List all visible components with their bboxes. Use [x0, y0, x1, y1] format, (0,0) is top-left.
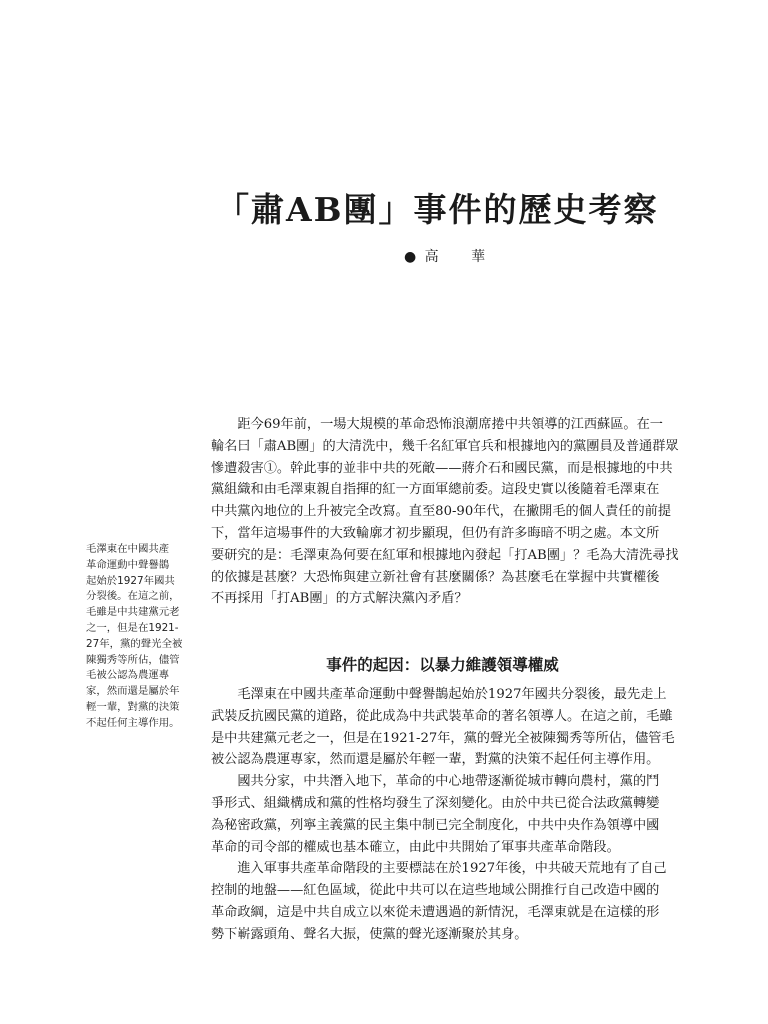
text-line: 武裝反抗國民黨的道路，從此成為中共武裝革命的著名領導人。在這之前，毛雖 — [211, 708, 673, 724]
section-heading: 事件的起因：以暴力維護領導權威 — [326, 655, 559, 674]
bullet-icon: ● — [404, 249, 417, 265]
text-line: 爭形式、組織構成和黨的性格均發生了深刻變化。由於中共已從合法政黨轉變 — [211, 795, 660, 811]
text-line: 革命政綱，這是中共自成立以來從未遭遇過的新情況，毛澤東就是在這樣的形 — [211, 904, 660, 920]
sidebar-line: 毛被公認為農運專 — [86, 669, 170, 682]
sidebar-line: 革命運動中聲譽鵲 — [86, 558, 170, 571]
margin-pull-quote — [86, 542, 198, 732]
author-name: 高 華 — [424, 249, 500, 265]
text-line: 是中共建黨元老之一，但是在1921-27年，黨的聲光全被陳獨秀等所佔，儘管毛 — [211, 730, 675, 746]
text-line: 中共黨內地位的上升被完全改寫。直至80-90年代，在撇開毛的個人責任的前提 — [211, 504, 672, 520]
text-line: 國共分家，中共潛入地下，革命的中心地帶逐漸從城市轉向農村，黨的鬥 — [211, 774, 660, 790]
sidebar-line: 毛雖是中共建黨元老 — [86, 606, 180, 619]
sidebar-line: 輕一輩，對黨的決策 — [86, 700, 180, 713]
text-line: 毛澤東在中國共產革命運動中聲譽鵲起始於1927年國共分裂後，最先走上 — [211, 687, 667, 702]
sidebar-line: 27年，黨的聲光全被 — [86, 637, 183, 650]
text-line: 慘遭殺害①。幹此事的並非中共的死敵——蔣介石和國民黨，而是根據地的中共 — [211, 460, 673, 476]
text-line: 輪名曰「肅AB團」的大清洗中，幾千名紅軍官兵和根據地內的黨團員及普通群眾 — [211, 438, 679, 454]
section-body — [211, 684, 674, 946]
byline — [404, 248, 499, 266]
text-line: 下，當年這場事件的大致輪廓才初步顯現，但仍有許多晦暗不明之處。本文所 — [211, 525, 660, 541]
text-line: 勢下嶄露頭角、聲名大振，使黨的聲光逐漸聚於其身。 — [211, 926, 528, 942]
text-line: 控制的地盤——紅色區域，從此中共可以在這些地域公開推行自己改造中國的 — [211, 883, 660, 899]
text-line: 革命的司令部的權威也基本確立，由此中共開始了軍事共產革命階段。 — [211, 839, 620, 855]
text-line: 為秘密政黨，列寧主義黨的民主集中制已完全制度化，中共中央作為領導中國 — [211, 817, 660, 833]
sidebar-line: 陳獨秀等所佔，儘管 — [86, 653, 180, 666]
sidebar-line: 毛澤東在中國共產 — [86, 543, 170, 555]
sidebar-line: 之一，但是在1921- — [86, 621, 179, 634]
text-line: 被公認為農運專家，然而還是屬於年輕一輩，對黨的決策不起任何主導作用。 — [211, 752, 660, 768]
sidebar-line: 家，然而還是屬於年 — [86, 685, 180, 698]
text-line: 距今69年前，一場大規模的革命恐怖浪潮席捲中共領導的江西蘇區。在一 — [211, 417, 663, 432]
intro-paragraph — [211, 414, 679, 610]
text-line: 黨組織和由毛澤東親自指揮的紅一方面軍總前委。這段史實以後隨着毛澤東在 — [211, 482, 660, 498]
text-line: 不再採用「打AB團」的方式解決黨內矛盾？ — [211, 591, 468, 607]
text-line: 的依據是甚麼？大恐怖與建立新社會有甚麼關係？為甚麼毛在掌握中共實權後 — [211, 569, 660, 585]
sidebar-line: 分裂後。在這之前， — [86, 590, 180, 603]
sidebar-line: 不起任何主導作用。 — [86, 716, 180, 729]
article-title: 「肅AB團」事件的歷史考察 — [216, 190, 659, 230]
text-line: 要研究的是：毛澤東為何要在紅軍和根據地內發起「打AB團」？毛為大清洗尋找 — [211, 547, 679, 563]
sidebar-line: 起始於1927年國共 — [86, 574, 175, 587]
text-line: 進入軍事共產革命階段的主要標誌在於1927年後，中共破天荒地有了自己 — [211, 861, 667, 877]
